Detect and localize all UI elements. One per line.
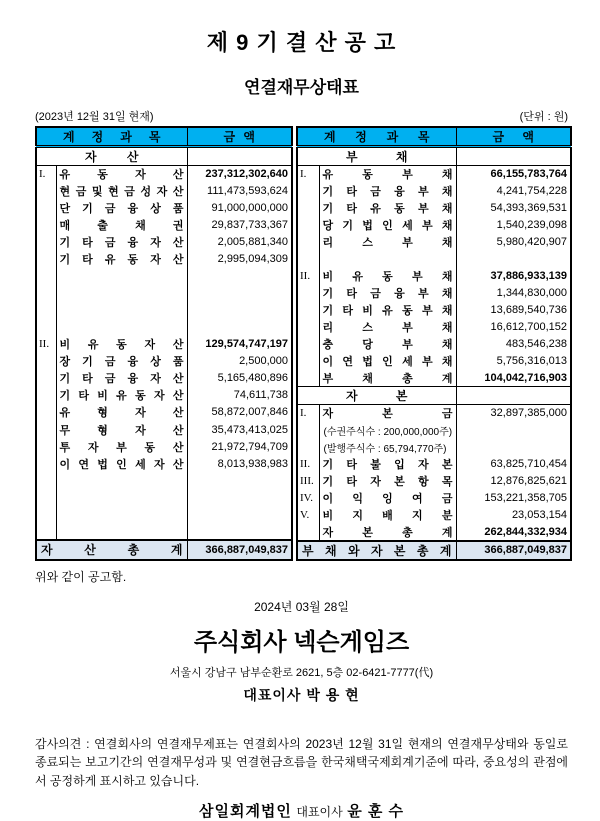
table-row (297, 183, 571, 200)
amount-cell: 32,897,385,000 (490, 407, 567, 420)
account-name-cell: 기 타 불 입 자 본 (319, 456, 456, 473)
table-row (36, 302, 292, 319)
account-name-cell: 장 기 금 융 상 품 (56, 353, 187, 370)
amount-cell: 262,844,332,934 (484, 525, 567, 538)
account-name-cell: 투 자 부 동 산 (56, 438, 187, 455)
account-name-cell: 자 본 총 계 (319, 524, 456, 541)
table-row (36, 455, 292, 472)
section-label: 부 채 (297, 147, 456, 166)
liabilities-equity-table (296, 126, 572, 561)
roman-numeral-cell: V. (297, 507, 319, 524)
account-name-cell (56, 489, 187, 506)
announcement-date: 2024년 03월 28일 (254, 599, 349, 614)
amount-cell: 37,886,933,139 (490, 270, 567, 282)
amount-cell: 5,756,316,013 (496, 355, 567, 367)
amount-cell (187, 268, 292, 285)
account-name-cell (56, 302, 187, 319)
amount-cell: 366,887,049,837 (456, 541, 571, 560)
amount-cell (187, 319, 292, 336)
amount-cell: 91,000,000,000 (211, 202, 288, 215)
account-name-cell (56, 472, 187, 489)
roman-numeral-cell (36, 319, 56, 336)
roman-numeral-cell (297, 353, 319, 370)
roman-numeral-cell (36, 234, 56, 251)
account-name-cell: 유 형 자 산 (56, 404, 187, 421)
assets-table (35, 126, 293, 561)
roman-numeral-cell (36, 489, 56, 506)
amount-column-header: 금 액 (187, 127, 292, 147)
table-row (297, 319, 571, 336)
account-name-cell: 매 출 채 권 (56, 217, 187, 234)
amount-cell: 104,042,716,903 (484, 371, 567, 384)
amount-cell: 8,013,938,983 (217, 457, 288, 470)
table-row (297, 200, 571, 217)
amount-cell (187, 285, 292, 302)
table-row (36, 251, 292, 268)
table-row (297, 370, 571, 387)
roman-numeral-cell (297, 234, 319, 251)
amount-cell: 5,165,480,896 (217, 372, 288, 385)
account-name-cell: 기 타 금 융 부 채 (319, 183, 456, 200)
amount-cell: 5,980,420,907 (496, 236, 567, 248)
unit-note: (단위 : 원) (519, 111, 568, 123)
amount-cell: 35,473,413,025 (211, 423, 288, 436)
table-row (36, 540, 292, 559)
table-row (297, 147, 571, 166)
table-row (297, 507, 571, 524)
account-name-cell (56, 523, 187, 540)
roman-numeral-cell: II. (297, 268, 319, 285)
roman-numeral-cell (36, 404, 56, 421)
account-name-cell: 이 익 잉 여 금 (319, 490, 456, 507)
account-name-cell (319, 251, 456, 268)
amount-cell (187, 506, 292, 523)
meta-row (35, 108, 568, 124)
amount-cell: 23,053,154 (511, 509, 567, 521)
table-row (36, 438, 292, 455)
table-row (297, 234, 571, 251)
share-count-note: (발행주식수 : 65,794,770주) (319, 439, 456, 456)
roman-numeral-cell (297, 217, 319, 234)
amount-cell (187, 302, 292, 319)
account-name-cell: 자 본 금 (319, 405, 456, 422)
account-name-cell: 리 스 부 채 (319, 319, 456, 336)
amount-cell: 16,612,700,152 (490, 321, 567, 333)
table-header-row (36, 127, 292, 147)
account-name-cell: 비 유 동 부 채 (319, 268, 456, 285)
roman-numeral-cell (36, 472, 56, 489)
roman-numeral-cell: I. (36, 166, 56, 183)
table-row (36, 404, 292, 421)
amount-cell (456, 387, 571, 405)
amount-cell: 4,241,754,228 (496, 185, 567, 197)
roman-numeral-cell (36, 268, 56, 285)
amount-cell: 366,887,049,837 (187, 540, 292, 559)
account-name-cell: 현 금 및 현 금 성 자 산 (56, 183, 187, 200)
roman-numeral-cell: II. (36, 336, 56, 353)
roman-numeral-cell: II. (297, 456, 319, 473)
roman-numeral-cell (297, 200, 319, 217)
account-name-cell: 유 동 부 채 (319, 166, 456, 183)
account-name-cell: 리 스 부 채 (319, 234, 456, 251)
table-row (297, 285, 571, 302)
amount-cell: 1,540,239,098 (496, 219, 567, 231)
amount-cell: 129,574,747,197 (205, 338, 288, 351)
roman-numeral-cell (36, 302, 56, 319)
table-row (36, 472, 292, 489)
amount-cell: 66,155,783,764 (490, 168, 567, 181)
table-row (36, 489, 292, 506)
account-column-header: 계 정 과 목 (297, 127, 456, 147)
amount-cell: 1,344,830,000 (496, 287, 567, 299)
amount-cell (456, 422, 571, 439)
roman-numeral-cell: III. (297, 473, 319, 490)
amount-cell (456, 251, 571, 268)
table-row (36, 370, 292, 387)
roman-numeral-cell (297, 302, 319, 319)
audit-firm-name: 삼일회계법인 (198, 803, 292, 821)
roman-numeral-cell (36, 506, 56, 523)
account-name-cell: 이 연 법 인 세 자 산 (56, 455, 187, 472)
table-row (36, 234, 292, 251)
account-name-cell: 기 타 금 융 부 채 (319, 285, 456, 302)
account-name-cell (56, 319, 187, 336)
table-row (297, 456, 571, 473)
amount-cell (456, 439, 571, 456)
roman-numeral-cell (36, 455, 56, 472)
audit-opinion: 감사의견 : 연결회사의 연결재무제표는 연결회사의 2023년 12월 31일 현재의 연결재무상태와 동일로 종료되는 보고기간의 연결재무성과 및 연결현금흐름을 한국채택국제회계기준에 따라, 중요성의 관점에서 공정하게 표시하고 있습니다. (35, 736, 568, 788)
table-row (297, 217, 571, 234)
amount-cell: 21,972,794,709 (211, 440, 288, 453)
table-row (297, 166, 571, 183)
table-row (36, 353, 292, 370)
share-count-note: (수권주식수 : 200,000,000주) (319, 422, 456, 439)
amount-cell: 13,689,540,736 (490, 304, 567, 316)
roman-numeral-cell (297, 370, 319, 387)
roman-numeral-cell (297, 251, 319, 268)
amount-cell: 74,611,738 (233, 389, 288, 402)
account-name-cell (56, 268, 187, 285)
auditor-line (35, 800, 568, 821)
account-name-cell (56, 506, 187, 523)
account-name-cell: 충 당 부 채 (319, 336, 456, 353)
table-row (36, 200, 292, 217)
amount-column-header: 금 액 (456, 127, 571, 147)
roman-numeral-cell (36, 285, 56, 302)
roman-numeral-cell: IV. (297, 490, 319, 507)
section-label: 자 본 (297, 387, 456, 405)
table-row (297, 405, 571, 422)
ceo-line: 대표이사 박 용 현 (243, 686, 360, 703)
roman-numeral-cell (36, 421, 56, 438)
table-header-row (297, 127, 571, 147)
roman-numeral-cell (36, 353, 56, 370)
roman-numeral-cell (297, 183, 319, 200)
table-row (36, 336, 292, 353)
account-name-cell: 기 타 비 유 동 부 채 (319, 302, 456, 319)
amount-cell (187, 472, 292, 489)
roman-numeral-cell (36, 387, 56, 404)
account-name-cell: 당 기 법 인 세 부 채 (319, 217, 456, 234)
table-row (36, 166, 292, 183)
table-row (36, 421, 292, 438)
roman-numeral-cell (36, 251, 56, 268)
page-title: 제 9 기 결 산 공 고 (206, 30, 397, 55)
liabilities-equity-table-body (297, 147, 571, 560)
account-name-cell: 기 타 자 본 항 목 (319, 473, 456, 490)
roman-numeral-cell (36, 183, 56, 200)
notice-text: 위와 같이 공고함. (35, 569, 127, 584)
amount-cell: 54,393,369,531 (490, 202, 567, 214)
amount-cell: 2,500,000 (239, 355, 288, 368)
table-row (36, 319, 292, 336)
roman-numeral-cell (297, 439, 319, 456)
table-row (297, 422, 571, 439)
amount-cell: 29,837,733,367 (211, 219, 288, 232)
amount-cell: 483,546,238 (505, 338, 567, 350)
account-name-cell: 이 연 법 인 세 부 채 (319, 353, 456, 370)
total-label: 자 산 총 계 (36, 540, 187, 559)
account-name-cell: 기 타 유 동 자 산 (56, 251, 187, 268)
amount-cell: 12,876,825,621 (490, 475, 567, 487)
table-row (36, 523, 292, 540)
amount-cell: 153,221,358,705 (484, 492, 567, 504)
table-row (297, 473, 571, 490)
roman-numeral-cell (36, 370, 56, 387)
roman-numeral-cell (36, 523, 56, 540)
roman-numeral-cell: I. (297, 405, 319, 422)
table-row (297, 268, 571, 285)
table-row (297, 251, 571, 268)
amount-cell: 63,825,710,454 (490, 458, 567, 470)
table-row (297, 541, 571, 560)
table-row (36, 268, 292, 285)
account-name-cell: 비 유 동 자 산 (56, 336, 187, 353)
audit-firm-ceo-name: 윤 훈 수 (347, 803, 405, 821)
roman-numeral-cell (36, 200, 56, 217)
amount-cell (187, 147, 292, 166)
company-name: 주식회사 넥슨게임즈 (193, 628, 410, 656)
table-row (36, 387, 292, 404)
balance-sheet-tables (35, 126, 568, 561)
account-name-cell (56, 285, 187, 302)
roman-numeral-cell (297, 319, 319, 336)
table-row (36, 147, 292, 166)
table-row (297, 336, 571, 353)
account-name-cell: 기 타 금 융 자 산 (56, 234, 187, 251)
table-row (297, 490, 571, 507)
assets-table-body (36, 147, 292, 560)
roman-numeral-cell: I. (297, 166, 319, 183)
as-of-date-note: (2023년 12월 31일 현재) (35, 111, 154, 123)
account-name-cell: 기 타 비 유 동 자 산 (56, 387, 187, 404)
amount-cell (187, 523, 292, 540)
account-name-cell: 기 타 금 융 자 산 (56, 370, 187, 387)
amount-cell: 58,872,007,846 (211, 406, 288, 419)
amount-cell: 2,995,094,309 (217, 253, 288, 266)
amount-cell (456, 147, 571, 166)
amount-cell: 237,312,302,640 (205, 168, 288, 181)
table-row (297, 302, 571, 319)
statement-title: 연결재무상태표 (244, 78, 359, 97)
roman-numeral-cell (297, 285, 319, 302)
amount-cell (187, 489, 292, 506)
account-name-cell: 유 동 자 산 (56, 166, 187, 183)
section-label: 자 산 (36, 147, 187, 166)
account-name-cell: 단 기 금 융 상 품 (56, 200, 187, 217)
account-name-cell: 비 지 배 지 분 (319, 507, 456, 524)
table-row (297, 439, 571, 456)
audit-firm-ceo-title: 대표이사 (296, 805, 343, 820)
table-row (36, 285, 292, 302)
roman-numeral-cell (297, 524, 319, 541)
total-label: 부 채 와 자 본 총 계 (297, 541, 456, 560)
table-row (297, 524, 571, 541)
roman-numeral-cell (297, 422, 319, 439)
company-address: 서울시 강남구 남부순환로 2621, 5층 02-6421-7777(代) (169, 666, 434, 679)
amount-cell: 111,473,593,624 (207, 185, 288, 198)
roman-numeral-cell (297, 336, 319, 353)
account-name-cell: 무 형 자 산 (56, 421, 187, 438)
account-column-header: 계 정 과 목 (36, 127, 187, 147)
table-row (36, 183, 292, 200)
table-row (36, 217, 292, 234)
account-name-cell: 부 채 총 계 (319, 370, 456, 387)
roman-numeral-cell (36, 438, 56, 455)
roman-numeral-cell (36, 217, 56, 234)
account-name-cell: 기 타 유 동 부 채 (319, 200, 456, 217)
table-row (297, 353, 571, 370)
table-row (297, 387, 571, 405)
amount-cell: 2,005,881,340 (217, 236, 288, 249)
table-row (36, 506, 292, 523)
